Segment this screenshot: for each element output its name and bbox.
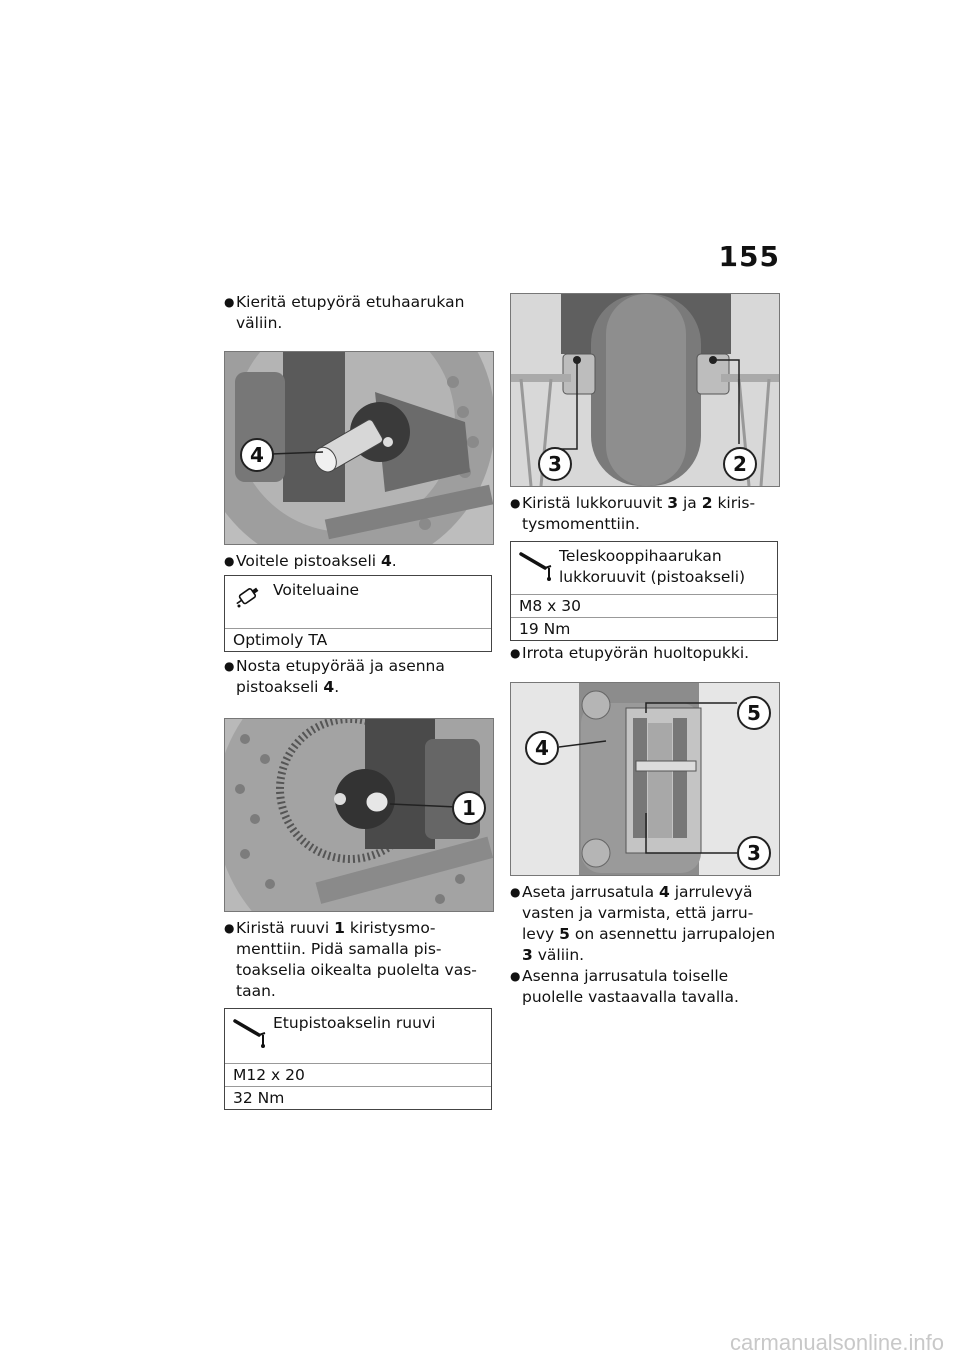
callout-3: 3 [538, 447, 572, 481]
torque-spec-table-clamps [510, 541, 778, 641]
step-text: Nosta etupyörää ja asenna pistoakseli [236, 657, 445, 696]
bullet-icon: ● [224, 659, 235, 673]
step-text: Aseta jarrusatula [522, 883, 660, 901]
lubricant-icon [233, 582, 263, 616]
step-text: jarrulevyä vasten ja varmista, että jarrulevy [522, 883, 754, 943]
ref-number: 2 [701, 494, 713, 512]
figure-axle-screw [224, 718, 494, 912]
step-remove-stand [510, 643, 778, 664]
page-number: 155 [718, 240, 780, 273]
spec-header [225, 1009, 491, 1064]
callout-4: 4 [240, 438, 274, 472]
step-position-caliper [510, 882, 778, 966]
ref-number: 4 [659, 883, 670, 901]
torque-spec-table-axle-screw [224, 1008, 492, 1110]
ref-number: 4 [323, 678, 335, 696]
step-text: Kiristä lukkoruuvit [522, 494, 668, 512]
torque-title: Teleskooppihaarukan lukkoruuvit (pistoakseli) [559, 547, 746, 586]
step-text: Kiristä ruuvi [236, 919, 335, 937]
step-tighten-screw [224, 918, 492, 1002]
torque-wrench-icon [519, 548, 555, 586]
bullet-icon: ● [224, 921, 235, 935]
bullet-icon: ● [510, 496, 521, 510]
step-text: väliin. [532, 946, 585, 964]
ref-number: 3 [667, 494, 679, 512]
step-install-other-caliper [510, 966, 778, 1008]
torque-wrench-icon [233, 1015, 269, 1053]
ref-number: 1 [334, 919, 345, 937]
figure-axle-insertion [224, 351, 494, 545]
lubricant-spec-table [224, 575, 492, 652]
bolt-size: M8 x 30 [511, 595, 777, 618]
step-text: kiristysmomenttiin. Pidä samalla pistoakselia oikealta puolelta vastaan. [236, 919, 477, 1000]
step-text: Kieritä etupyörä etuhaarukan väliin. [236, 293, 465, 332]
ref-number: 3 [522, 946, 533, 964]
step-text: Irrota etupyörän huoltopukki. [522, 644, 750, 662]
left-column [224, 290, 492, 1110]
callout-3: 3 [737, 836, 771, 870]
callout-4: 4 [525, 731, 559, 765]
bullet-icon: ● [510, 885, 521, 899]
watermark: carmanualsonline.info [729, 1330, 944, 1355]
step-lift-wheel: ● Nosta etupyörää ja asenna pistoakseli 4. [224, 657, 445, 696]
spec-header [511, 542, 777, 595]
torque-title: Etupistoakselin ruuvi [273, 1014, 436, 1032]
bullet-icon: ● [510, 969, 521, 983]
bullet-icon: ● [224, 554, 235, 568]
bullet-icon: ● [510, 646, 521, 660]
step-text: Asenna jarrusatula toiselle puolelle vastaavalla tavalla. [522, 967, 739, 1006]
ref-number: 5 [559, 925, 570, 943]
lubricant-value: Optimoly TA [233, 631, 328, 649]
figure-brake-caliper [510, 682, 780, 876]
torque-value: 32 Nm [233, 1089, 285, 1107]
bolt-size: M12 x 20 [225, 1064, 491, 1087]
figure-fork-clamps [510, 293, 780, 487]
step-text: kiristysmomenttiin. [522, 494, 756, 533]
spec-header [225, 576, 491, 629]
bullet-icon: ● [224, 295, 235, 309]
step-text: Voitele pistoakseli [236, 552, 381, 570]
step-roll-wheel [224, 292, 492, 334]
callout-1: 1 [452, 791, 486, 825]
right-column [510, 293, 778, 1008]
callout-2: 2 [723, 447, 757, 481]
ref-number: 4 [380, 552, 392, 570]
step-tighten-clamps [510, 493, 778, 535]
callout-5: 5 [737, 696, 771, 730]
torque-value: 19 Nm [519, 620, 571, 638]
step-lubricate-axle: ● Voitele pistoakseli 4. [224, 552, 397, 570]
lubricant-title: Voiteluaine [273, 581, 360, 599]
step-text: ja [678, 494, 702, 512]
step-text: on asennettu jarrupalojen [569, 925, 776, 943]
